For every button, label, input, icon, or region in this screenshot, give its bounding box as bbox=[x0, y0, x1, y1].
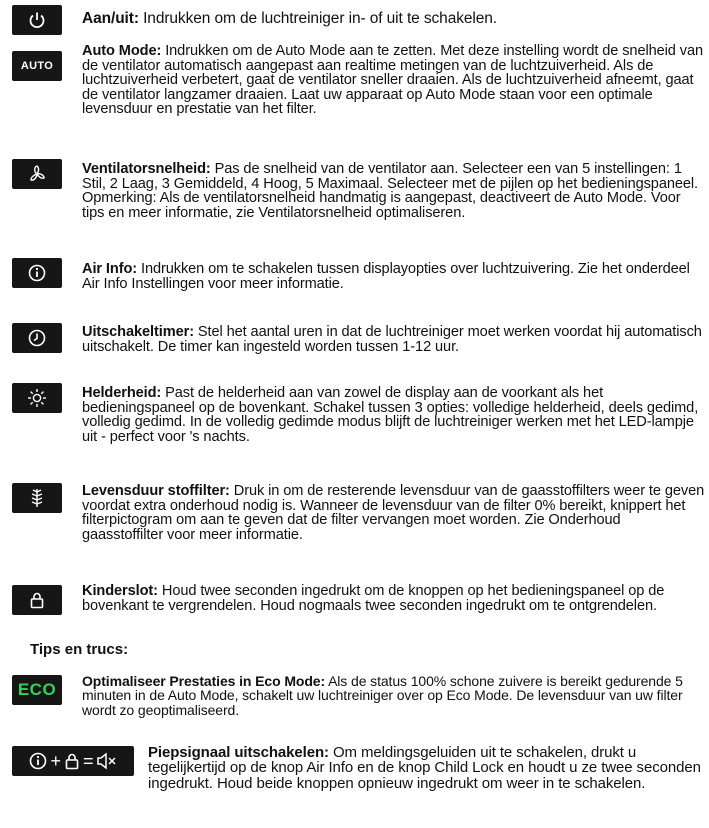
info-icon bbox=[28, 751, 48, 771]
item-title: Auto Mode: bbox=[82, 43, 162, 59]
auto-icon bbox=[12, 51, 62, 81]
tip-description: Als de status 100% schone zuivere is bereikt gedurende 5 minuten in de Auto Mode, schakelt uw luchtreiniger over op Eco Mode. De levensduur van uw filter wordt zo geoptimaliseerd. bbox=[82, 673, 683, 718]
lock-icon bbox=[63, 751, 81, 771]
item-text bbox=[82, 162, 705, 220]
power-icon bbox=[12, 5, 62, 35]
equals-sign: = bbox=[83, 750, 94, 771]
item-text bbox=[82, 325, 705, 354]
item-text bbox=[82, 584, 705, 613]
filter-icon bbox=[12, 483, 62, 513]
tips-heading: Tips en trucs: bbox=[30, 641, 129, 658]
item-description: Past de helderheid aan van zowel de display aan de voorkant als het bedieningspaneel op de bovenkant. Schakel tussen 3 opties: volledige helderheid, deels gedimd, volledig gedimd. In de volledig gedimde modus blijft de luchtreiniger werken met het LED-lampje uit - perfect voor 's nachts. bbox=[82, 385, 699, 445]
tip-title: Optimaliseer Prestaties in Eco Mode: bbox=[82, 673, 326, 689]
item-description: Pas de snelheid van de ventilator aan. Selecteer een van 5 instellingen: 1 Stil, 2 Laag, 3 Gemiddeld, 4 Hoog, 5 Maximaal. Selecteer met de pijlen op het bedieningspaneel. Opmerking: Als de ventilatorsnelheid handmatig is aangepast, deactiveert de Auto Mode. Voor tips en meer informatie, zie Ventilatorsnelheid optimaliseren. bbox=[82, 161, 698, 221]
item-title: Air Info: bbox=[82, 261, 138, 277]
item-title: Aan/uit: bbox=[82, 10, 139, 27]
eco-icon bbox=[12, 675, 62, 705]
item-text bbox=[82, 12, 705, 27]
item-text bbox=[82, 262, 705, 291]
fan-icon bbox=[12, 159, 62, 189]
tip-text bbox=[82, 674, 705, 717]
item-text bbox=[82, 484, 705, 542]
item-title: Ventilatorsnelheid: bbox=[82, 161, 211, 177]
brightness-icon bbox=[12, 383, 62, 413]
tip-description: Om meldingsgeluiden uit te schakelen, drukt u tegelijkertijd op de knop Air Info en de knop Child Lock en houdt u ze twee seconden ingedrukt. Houd beide knoppen opnieuw ingedrukt om weer in te schakelen. bbox=[148, 744, 701, 792]
item-description: Druk in om de resterende levensduur van de gaasstoffilters weer te geven voordat extra onderhoud nodig is. Wanneer de levensduur van de filter 0% bereikt, knippert het filterpictogram om aan te geven dat de filter vervangen moet worden. Zie Onderhoud gaasstoffilter voor meer informatie. bbox=[82, 483, 705, 543]
item-description: Indrukken om te schakelen tussen displayopties over luchtzuivering. Zie het onderdeel Air Info Instellingen voor meer informatie. bbox=[82, 261, 690, 292]
plus-sign: + bbox=[50, 750, 61, 771]
item-description: Stel het aantal uren in dat de luchtreiniger moet werken voordat hij automatisch uitschakelt. De timer kan ingesteld worden tussen 1-12 uur. bbox=[82, 324, 702, 355]
clock-icon bbox=[12, 323, 62, 353]
item-title: Kinderslot: bbox=[82, 583, 158, 599]
item-text bbox=[82, 386, 705, 444]
mute-combo-icon bbox=[12, 746, 134, 776]
tip-title: Piepsignaal uitschakelen: bbox=[148, 744, 329, 761]
item-title: Helderheid: bbox=[82, 385, 162, 401]
item-description: Indrukken om de Auto Mode aan te zetten. Met deze instelling wordt de snelheid van de ventilator automatisch aangepast aan realtime metingen van de luchtzuiverheid. Als de luchtzuiverheid verbetert, gaat de ventilator sneller draaien. Als de luchtzuiverheid afneemt, gaat de ventilator langzamer draaien. Laat uw apparaat op Auto Mode staan voor een optimale levensduur en prestatie van het filter. bbox=[82, 43, 703, 118]
item-description: Houd twee seconden ingedrukt om de knoppen op het bedieningspaneel op de bovenkant te vergrendelen. Houd nogmaals twee seconden ingedrukt om te ontgrendelen. bbox=[82, 583, 665, 614]
eco-icon-label: ECO bbox=[17, 680, 57, 699]
item-title: Uitschakeltimer: bbox=[82, 324, 194, 340]
item-text bbox=[82, 44, 705, 117]
item-title: Levensduur stoffilter: bbox=[82, 483, 230, 499]
lock-icon bbox=[12, 585, 62, 615]
item-description: Indrukken om de luchtreiniger in- of uit te schakelen. bbox=[138, 10, 497, 27]
tip-text bbox=[148, 745, 705, 791]
auto-icon-label: AUTO bbox=[20, 60, 54, 72]
mute-icon bbox=[96, 752, 118, 770]
info-icon bbox=[12, 258, 62, 288]
